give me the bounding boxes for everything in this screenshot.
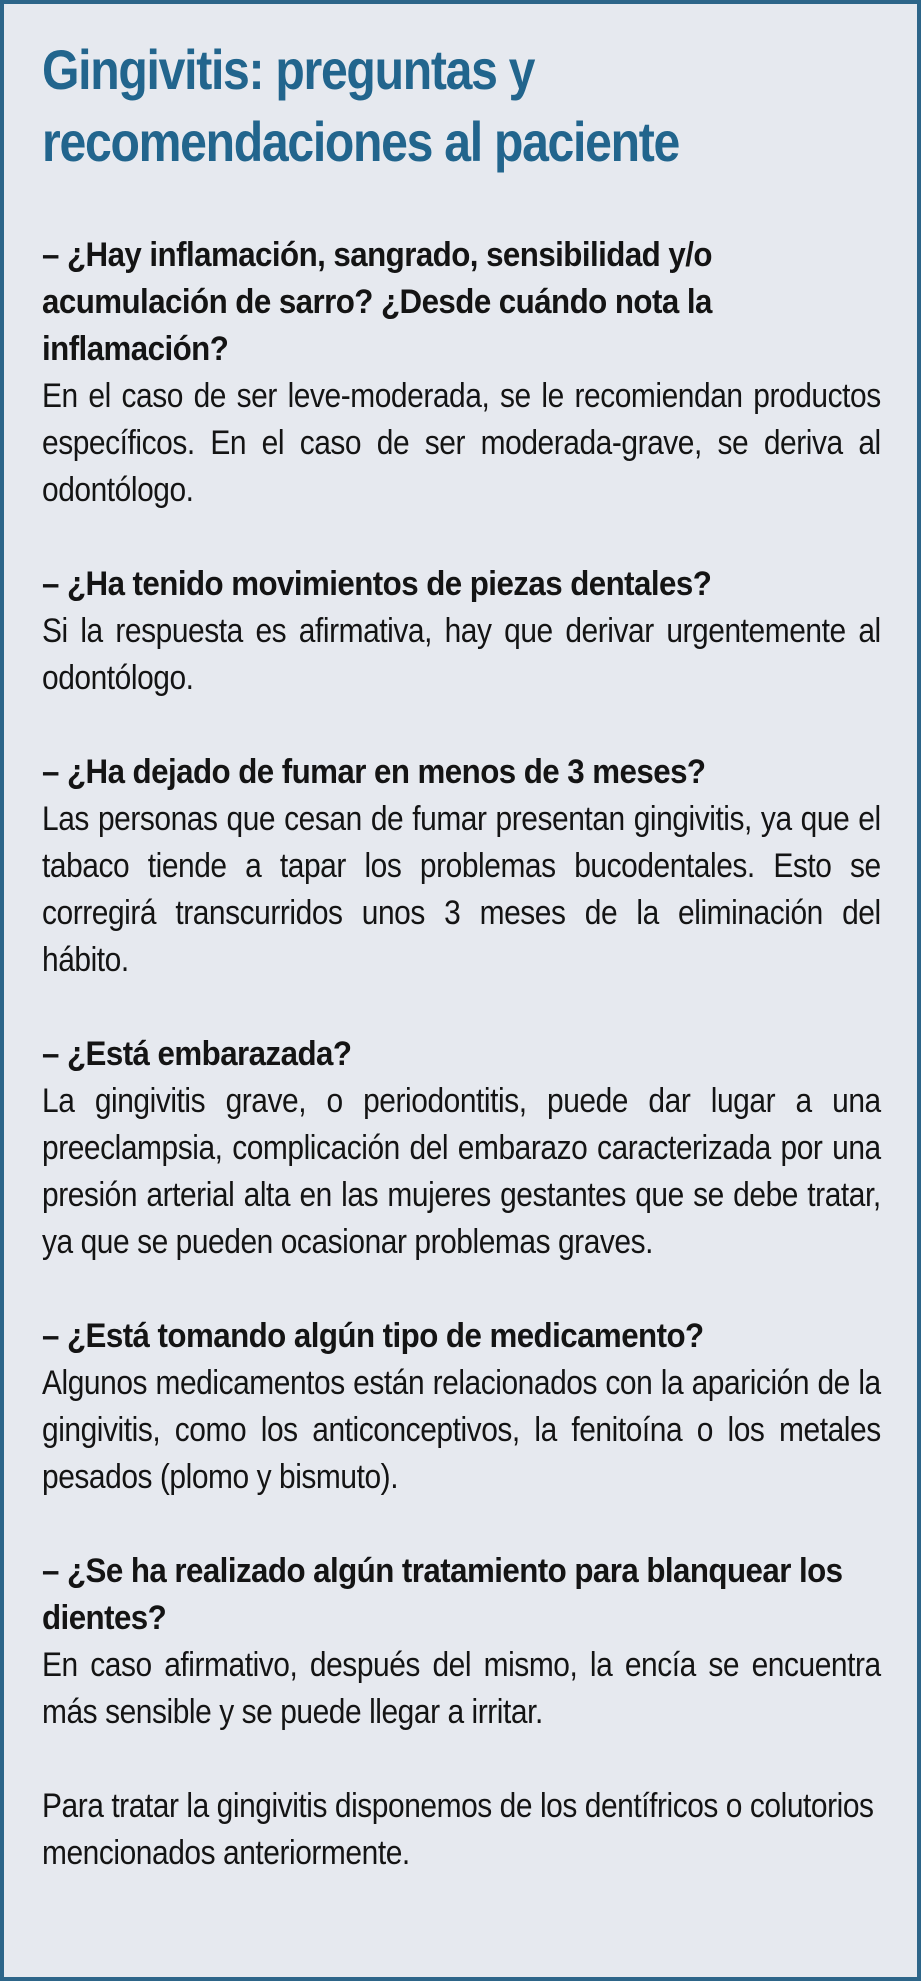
question-6: – ¿Se ha realizado algún tratamiento para blanquear los dientes? bbox=[42, 1552, 843, 1637]
qa-item-6 bbox=[42, 1548, 881, 1736]
qa-item-5 bbox=[42, 1313, 881, 1501]
qa-item-1 bbox=[42, 232, 881, 514]
qa-item-3 bbox=[42, 749, 881, 984]
answer-6: En caso afirmativo, después del mismo, la encía se encuentra más sensible y se puede llegar a irritar. bbox=[42, 1646, 881, 1731]
answer-2: Si la respuesta es afirmativa, hay que derivar urgentemente al odontólogo. bbox=[42, 612, 881, 697]
question-1: – ¿Hay inflamación, sangrado, sensibilidad y/o acumulación de sarro? ¿Desde cuándo nota la inflamación? bbox=[42, 236, 712, 368]
question-3: – ¿Ha dejado de fumar en menos de 3 meses? bbox=[42, 753, 706, 791]
answer-1: En el caso de ser leve-moderada, se le recomiendan productos específicos. En el caso de ser moderada-grave, se deriva al odontólogo. bbox=[42, 377, 881, 509]
answer-4: La gingivitis grave, o periodontitis, puede dar lugar a una preeclampsia, complicación del embarazo caracterizada por una presión arterial alta en las mujeres gestantes que se debe tratar, ya que se pueden ocasionar problemas graves. bbox=[42, 1082, 881, 1261]
closing-note: Para tratar la gingivitis disponemos de los dentífricos o colutorios mencionados anteriormente. bbox=[42, 1787, 874, 1872]
answer-5: Algunos medicamentos están relacionados con la aparición de la gingivitis, como los anticonceptivos, la fenitoína o los metales pesados (plomo y bismuto). bbox=[42, 1364, 881, 1496]
box-title: Gingivitis: preguntas y recomendaciones al paciente bbox=[42, 38, 680, 173]
answer-3: Las personas que cesan de fumar presentan gingivitis, ya que el tabaco tiende a tapar los problemas bucodentales. Esto se corregirá transcurridos unos 3 meses de la eliminación del hábito. bbox=[42, 800, 881, 979]
question-2: – ¿Ha tenido movimientos de piezas dentales? bbox=[42, 565, 712, 603]
question-4: – ¿Está embarazada? bbox=[42, 1035, 352, 1073]
qa-item-2 bbox=[42, 561, 881, 702]
qa-item-4 bbox=[42, 1031, 881, 1266]
question-5: – ¿Está tomando algún tipo de medicamento? bbox=[42, 1317, 704, 1355]
